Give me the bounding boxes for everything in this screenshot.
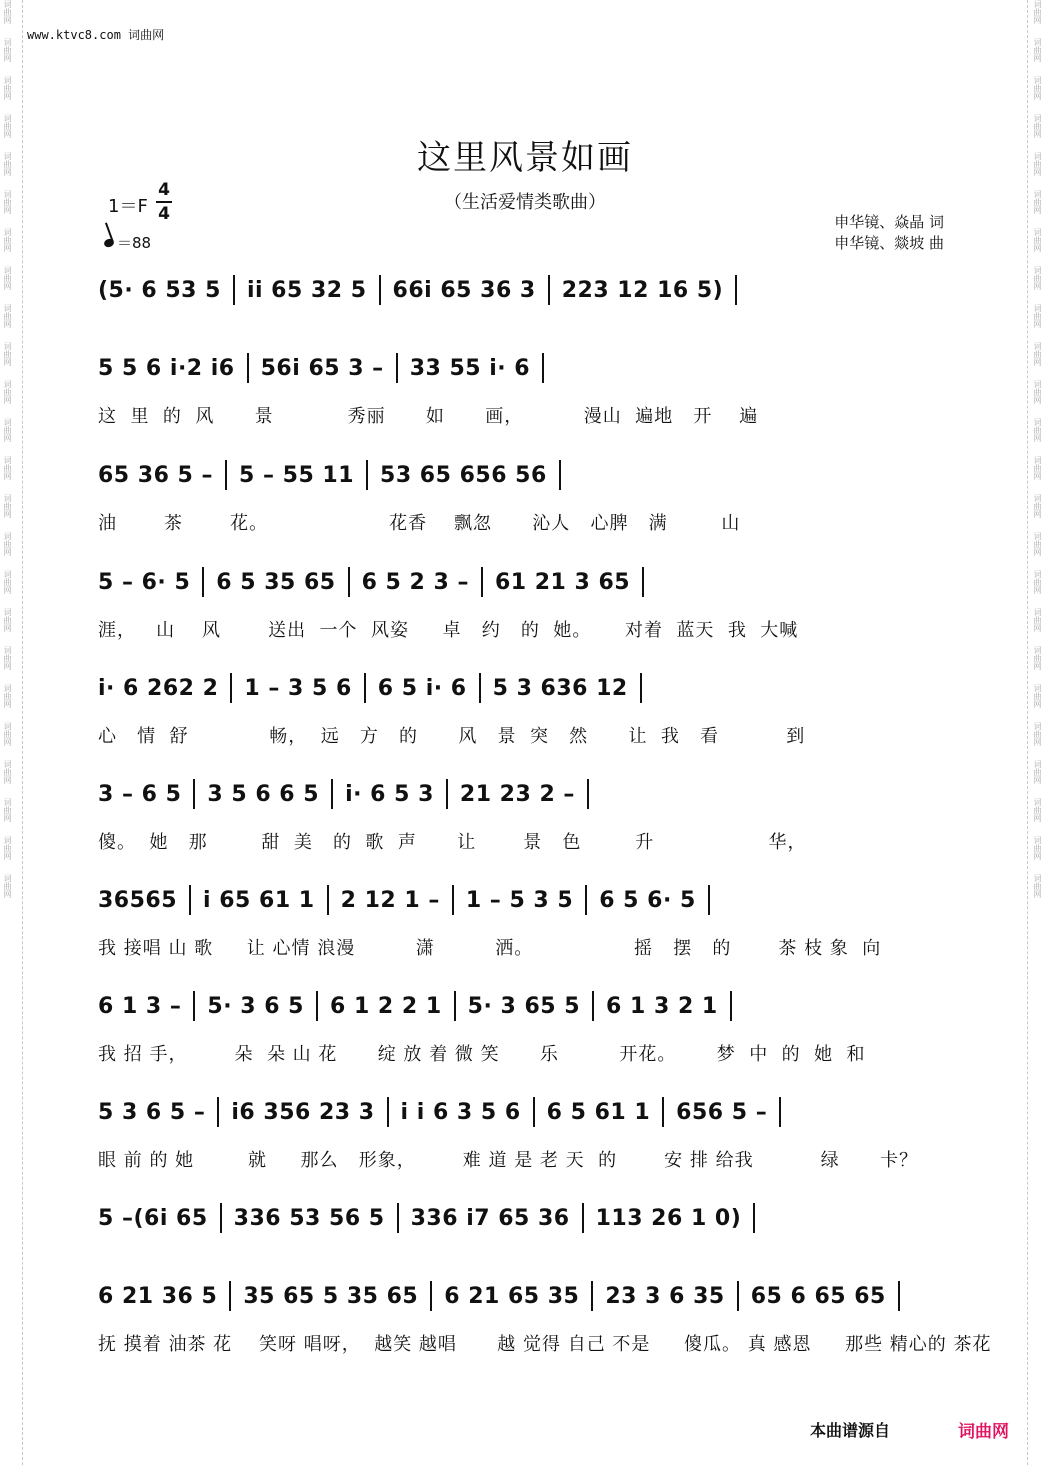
lyric-line: 抚 摸着 油茶 花 笑呀 唱呀， 越笑 越唱 越 觉得 自己 不是 傻瓜。 真 感恩 那些 精心的 茶花	[98, 1334, 992, 1355]
song-subtitle: （生活爱情类歌曲）	[444, 192, 606, 213]
notation-line	[98, 1198, 950, 1238]
watermark-text: 词曲网	[3, 874, 12, 898]
measure: 5 – 6· 5	[98, 569, 191, 595]
watermark-text: 词曲网	[1033, 76, 1042, 100]
barline	[454, 991, 456, 1021]
measure: i· 6 262 2	[98, 675, 219, 701]
watermark-text: 词曲网	[3, 494, 12, 518]
measure: 35 65 5 35 65	[243, 1283, 419, 1309]
barline	[591, 1281, 593, 1311]
barline	[397, 1203, 399, 1233]
watermark-text: 词曲网	[3, 190, 12, 214]
barline	[327, 885, 329, 915]
watermark-text: 词曲网	[3, 798, 12, 822]
watermark-text: 词曲网	[1033, 456, 1042, 480]
barline	[582, 1203, 584, 1233]
barline	[387, 1097, 389, 1127]
watermark-text: 词曲网	[1033, 418, 1042, 442]
measure: 6 5 2 3 –	[361, 569, 469, 595]
measure: 5 5 6 i·2 i6	[98, 355, 235, 381]
barline	[217, 1097, 219, 1127]
measure: 5· 3 65 5	[467, 993, 581, 1019]
barline	[202, 567, 204, 597]
barline	[735, 275, 737, 305]
notation-line	[98, 1276, 950, 1316]
barline	[898, 1281, 900, 1311]
barline	[585, 885, 587, 915]
watermark-text: 词曲网	[1033, 608, 1042, 632]
barline	[379, 275, 381, 305]
measure: 56i 65 3 –	[260, 355, 384, 381]
barline	[779, 1097, 781, 1127]
barline	[548, 275, 550, 305]
measure: 113 26 1 0)	[595, 1205, 742, 1231]
barline	[366, 460, 368, 490]
barline	[229, 1281, 231, 1311]
barline	[220, 1203, 222, 1233]
right-watermark-strip	[1032, 0, 1048, 1465]
watermark-text: 词曲网	[1033, 494, 1042, 518]
tempo-value: ＝88	[117, 234, 152, 252]
lyricist: 申华镜、焱晶 词	[834, 213, 944, 231]
lyric-line: 油 茶 花。 花香 飘忽 沁人 心脾 满 山	[98, 513, 741, 534]
barline	[430, 1281, 432, 1311]
watermark-text: 词曲网	[1033, 646, 1042, 670]
measure: 6 5 61 1	[546, 1099, 651, 1125]
barline	[247, 353, 249, 383]
measure: 3 – 6 5	[98, 781, 182, 807]
measure: 1 – 5 3 5	[465, 887, 574, 913]
notation-line	[98, 668, 950, 708]
footer-brand-link[interactable]: 词曲网	[958, 1422, 1009, 1442]
measure: 5 3 6 5 –	[98, 1099, 206, 1125]
notation-line	[98, 270, 950, 310]
measure: i i 6 3 5 6	[400, 1099, 521, 1125]
quarter-note-icon	[103, 237, 115, 248]
right-dashed-border	[1027, 0, 1028, 1465]
measure: 6 1 3 2 1	[606, 993, 718, 1019]
watermark-text: 词曲网	[3, 646, 12, 670]
measure: 61 21 3 65	[494, 569, 631, 595]
watermark-text: 词曲网	[1033, 38, 1042, 62]
watermark-text: 词曲网	[1033, 836, 1042, 860]
watermark-text: 词曲网	[1033, 532, 1042, 556]
lyric-line: 这 里 的 风 景 秀丽 如 画， 漫山 遍地 开 遍	[98, 406, 759, 427]
time-signature-bottom: 4	[158, 204, 170, 224]
watermark-text: 词曲网	[1033, 798, 1042, 822]
barline	[481, 567, 483, 597]
watermark-text: 词曲网	[3, 570, 12, 594]
watermark-text: 词曲网	[3, 722, 12, 746]
watermark-text: 词曲网	[3, 228, 12, 252]
footer-source-label: 本曲谱源自	[810, 1421, 891, 1440]
notation-line	[98, 1092, 950, 1132]
measure: 1 – 3 5 6	[244, 675, 352, 701]
time-signature-top: 4	[158, 180, 170, 200]
measure: 6 21 36 5	[98, 1283, 218, 1309]
watermark-text: 词曲网	[1033, 874, 1042, 898]
tempo-marking	[104, 232, 151, 253]
measure: 21 23 2 –	[459, 781, 575, 807]
measure: 6 5 i· 6	[377, 675, 467, 701]
watermark-text: 词曲网	[3, 114, 12, 138]
measure: 6 1 2 2 1	[329, 993, 442, 1019]
lyric-line: 眼 前 的 她 就 那么 形象， 难 道 是 老 天 的 安 排 给我 绿 卡？	[98, 1150, 919, 1171]
notation-line	[98, 880, 950, 920]
barline	[662, 1097, 664, 1127]
measure: (5· 6 53 5	[98, 277, 221, 303]
watermark-text: 词曲网	[3, 608, 12, 632]
watermark-text: 词曲网	[1033, 266, 1042, 290]
watermark-text: 词曲网	[3, 836, 12, 860]
barline	[542, 353, 544, 383]
watermark-text: 词曲网	[3, 38, 12, 62]
measure: 3 5 6 6 5	[207, 781, 320, 807]
barline	[708, 885, 710, 915]
watermark-text: 词曲网	[3, 266, 12, 290]
watermark-text: 词曲网	[1033, 760, 1042, 784]
watermark-text: 词曲网	[1033, 380, 1042, 404]
measure: 223 12 16 5)	[561, 277, 724, 303]
measure: i6 356 23 3	[231, 1099, 375, 1125]
barline	[193, 991, 195, 1021]
measure: 6 5 35 65	[216, 569, 336, 595]
measure: i 65 61 1	[203, 887, 315, 913]
barline	[316, 991, 318, 1021]
key-signature: 1＝F	[108, 196, 148, 217]
barline	[396, 353, 398, 383]
lyric-line: 傻。 她 那 甜 美 的 歌 声 让 景 色 升 华，	[98, 832, 807, 853]
barline	[364, 673, 366, 703]
site-label[interactable]: www.ktvc8.com 词曲网	[27, 28, 165, 42]
measure: 2 12 1 –	[340, 887, 440, 913]
watermark-text: 词曲网	[1033, 570, 1042, 594]
watermark-text: 词曲网	[3, 418, 12, 442]
watermark-text: 词曲网	[1033, 722, 1042, 746]
lyric-line: 心 情 舒 畅， 远 方 的 风 景 突 然 让 我 看 到	[98, 726, 806, 747]
watermark-text: 词曲网	[3, 342, 12, 366]
notation-line	[98, 986, 950, 1026]
measure: ii 65 32 5	[246, 277, 367, 303]
song-title: 这里风景如画	[417, 138, 633, 178]
watermark-text: 词曲网	[3, 304, 12, 328]
measure: 66i 65 36 3	[392, 277, 536, 303]
measure: 5 –(6i 65	[98, 1205, 208, 1231]
watermark-text: 词曲网	[1033, 304, 1042, 328]
measure: 65 36 5 –	[98, 462, 214, 488]
watermark-text: 词曲网	[3, 532, 12, 556]
notation-line	[98, 774, 950, 814]
left-watermark-strip	[2, 0, 18, 1465]
measure: 53 65 656 56	[380, 462, 547, 488]
barline	[230, 673, 232, 703]
lyric-line: 我 接唱 山 歌 让 心情 浪漫 潇 洒。 摇 摆 的 茶 枝 象 向	[98, 938, 882, 959]
watermark-text: 词曲网	[3, 456, 12, 480]
lyric-line: 涯， 山 风 送出 一个 风姿 卓 约 的 她。 对着 蓝天 我 大喊	[98, 620, 799, 641]
composer: 申华镜、燚坡 曲	[834, 234, 944, 252]
watermark-text: 词曲网	[3, 760, 12, 784]
watermark-text: 词曲网	[3, 152, 12, 176]
barline	[193, 779, 195, 809]
measure: 336 53 56 5	[233, 1205, 385, 1231]
watermark-text: 词曲网	[1033, 684, 1042, 708]
time-signature	[156, 180, 172, 224]
watermark-text: 词曲网	[1033, 342, 1042, 366]
measure: 656 5 –	[676, 1099, 768, 1125]
measure: 65 6 65 65	[750, 1283, 886, 1309]
barline	[559, 460, 561, 490]
barline	[233, 275, 235, 305]
measure: 5· 3 6 5	[207, 993, 304, 1019]
watermark-text: 词曲网	[1033, 152, 1042, 176]
notation-line	[98, 348, 950, 388]
watermark-text: 词曲网	[1033, 0, 1042, 24]
lyric-line: 我 招 手， 朵 朵 山 花 绽 放 着 微 笑 乐 开花。 梦 中 的 她 和	[98, 1044, 866, 1065]
barline	[587, 779, 589, 809]
barline	[189, 885, 191, 915]
barline	[479, 673, 481, 703]
measure: 6 1 3 –	[98, 993, 182, 1019]
barline	[446, 779, 448, 809]
barline	[592, 991, 594, 1021]
measure: 336 i7 65 36	[410, 1205, 570, 1231]
watermark-text: 词曲网	[3, 0, 12, 24]
watermark-text: 词曲网	[1033, 190, 1042, 214]
barline	[642, 567, 644, 597]
notation-line	[98, 455, 950, 495]
credits	[834, 212, 944, 254]
barline	[225, 460, 227, 490]
measure: 6 21 65 35	[444, 1283, 580, 1309]
measure: 36565	[98, 887, 178, 913]
measure: i· 6 5 3	[345, 781, 434, 807]
measure: 6 5 6· 5	[599, 887, 696, 913]
measure: 5 3 636 12	[492, 675, 628, 701]
barline	[753, 1203, 755, 1233]
watermark-text: 词曲网	[3, 684, 12, 708]
barline	[533, 1097, 535, 1127]
barline	[737, 1281, 739, 1311]
watermark-text: 词曲网	[3, 76, 12, 100]
measure: 23 3 6 35	[605, 1283, 725, 1309]
barline	[331, 779, 333, 809]
watermark-text: 词曲网	[3, 380, 12, 404]
watermark-text: 词曲网	[1033, 228, 1042, 252]
left-dashed-border	[22, 0, 23, 1465]
notation-line	[98, 562, 950, 602]
watermark-text: 词曲网	[1033, 114, 1042, 138]
barline	[730, 991, 732, 1021]
measure: 33 55 i· 6	[409, 355, 531, 381]
measure: 5 – 55 11	[239, 462, 355, 488]
barline	[640, 673, 642, 703]
barline	[348, 567, 350, 597]
barline	[452, 885, 454, 915]
